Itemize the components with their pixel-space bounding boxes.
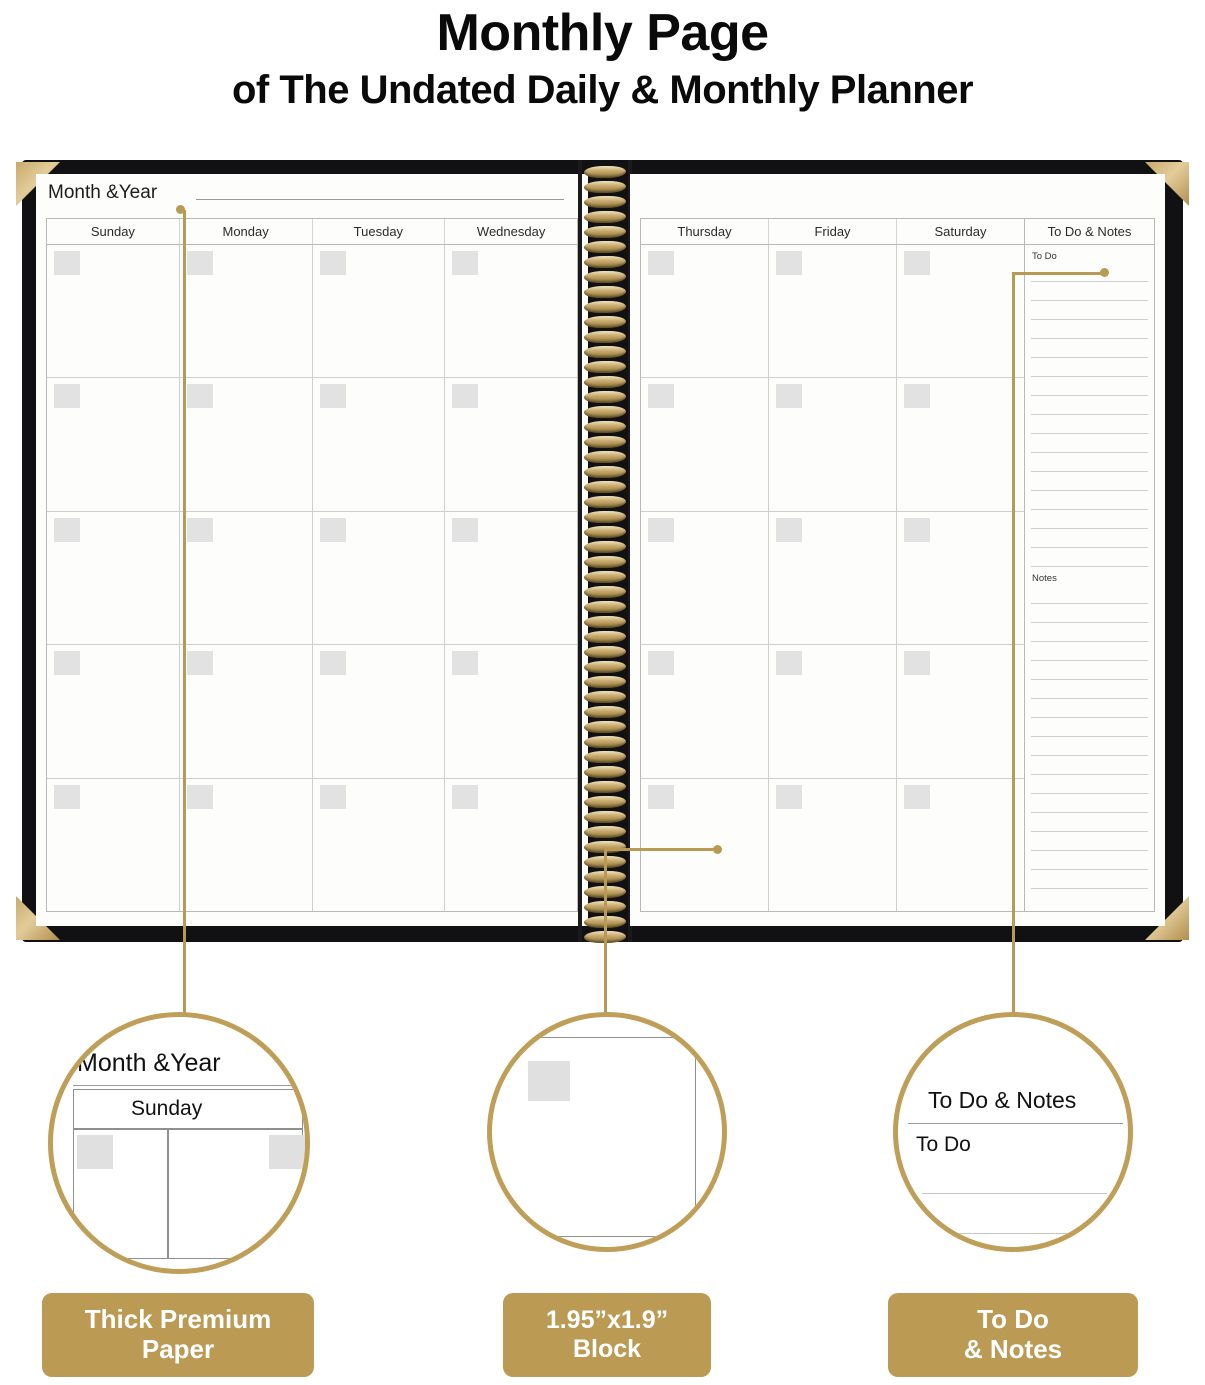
- planner-left-page: [36, 174, 588, 926]
- date-box: [187, 651, 213, 675]
- spiral-coil: [583, 466, 628, 478]
- spiral-coil: [583, 556, 628, 568]
- write-line: [1031, 832, 1148, 851]
- calendar-body-right: [641, 245, 1024, 911]
- write-line: [1031, 737, 1148, 756]
- spiral-coil: [583, 226, 628, 238]
- date-box: [54, 651, 80, 675]
- write-line: [1031, 472, 1148, 491]
- zoom-todo-label: To Do: [916, 1133, 971, 1156]
- calendar-day-cell: [47, 645, 180, 777]
- calendar-day-cell: [180, 378, 313, 510]
- date-box: [648, 384, 674, 408]
- spiral-coil: [583, 391, 628, 403]
- calendar-day-cell: [641, 645, 769, 777]
- calendar-week-row: [47, 512, 577, 645]
- notes-label: Notes: [1032, 573, 1057, 584]
- write-line: [1031, 415, 1148, 434]
- date-box: [54, 518, 80, 542]
- spiral-coil: [583, 691, 628, 703]
- calendar-week-row: [47, 245, 577, 378]
- spiral-coil: [583, 721, 628, 733]
- spiral-coil: [583, 766, 628, 778]
- page-subtitle: of The Undated Daily & Monthly Planner: [231, 67, 974, 112]
- write-line: [1031, 453, 1148, 472]
- write-line: [1031, 775, 1148, 794]
- calendar-week-row: [641, 245, 1024, 378]
- calendar-day-cell: [445, 645, 577, 777]
- calendar-grid-left: [46, 218, 578, 912]
- calendar-day-cell: [47, 512, 180, 644]
- write-line: [1031, 377, 1148, 396]
- spiral-coil: [583, 661, 628, 673]
- write-line: [1031, 491, 1148, 510]
- calendar-day-cell: [180, 512, 313, 644]
- calendar-day-cell: [180, 645, 313, 777]
- date-box: [320, 518, 346, 542]
- spiral-coil: [583, 796, 628, 808]
- weekday-header-sunday: Sunday: [47, 219, 180, 244]
- date-box: [320, 251, 346, 275]
- write-line: [1031, 851, 1148, 870]
- write-line: [1031, 282, 1148, 301]
- write-line: [1031, 339, 1148, 358]
- calendar-week-row: [47, 779, 577, 911]
- write-line: [1031, 548, 1148, 567]
- spiral-coil: [583, 271, 628, 283]
- planner-book: [10, 160, 1195, 942]
- zoom-sunday-text: Sunday: [131, 1097, 203, 1120]
- calendar-day-cell: [180, 779, 313, 911]
- date-box: [648, 785, 674, 809]
- weekday-header-row-right: [641, 219, 1024, 245]
- zoom-todo-notes-header: To Do & Notes: [928, 1087, 1077, 1113]
- callout-pill-todo: [888, 1293, 1138, 1377]
- spine-gutter-left: [578, 160, 582, 942]
- zoom-todo-line-2: [910, 1233, 1120, 1234]
- date-box: [904, 518, 930, 542]
- write-line: [1031, 699, 1148, 718]
- calendar-day-cell: [47, 378, 180, 510]
- calendar-day-cell: [313, 645, 446, 777]
- callout-pill-block: [503, 1293, 711, 1377]
- callout-pill-todo-line1: To Do: [977, 1304, 1049, 1335]
- calendar-day-cell: [313, 245, 446, 377]
- spiral-coil: [583, 211, 628, 223]
- spiral-coil: [583, 481, 628, 493]
- write-line: [1031, 358, 1148, 377]
- date-box: [320, 785, 346, 809]
- spiral-coil: [583, 451, 628, 463]
- calendar-day-cell: [445, 779, 577, 911]
- calendar-week-row: [47, 645, 577, 778]
- zoom-date-box-left: [77, 1135, 113, 1169]
- spiral-coil: [583, 241, 628, 253]
- zoom-cell-divider: [167, 1129, 169, 1259]
- calendar-day-cell: [445, 512, 577, 644]
- write-line: [1031, 434, 1148, 453]
- spiral-coil: [583, 406, 628, 418]
- spiral-coil: [583, 361, 628, 373]
- calendar-week-row: [641, 512, 1024, 645]
- spiral-coil: [583, 646, 628, 658]
- weekday-header-friday: Friday: [769, 219, 897, 244]
- calendar-day-cell: [897, 779, 1024, 911]
- weekday-header-wednesday: Wednesday: [476, 224, 546, 239]
- date-box: [54, 251, 80, 275]
- date-box: [54, 384, 80, 408]
- calendar-day-cell: [180, 245, 313, 377]
- calendar-day-cell: [313, 378, 446, 510]
- date-box: [904, 251, 930, 275]
- calendar-day-cell: [47, 245, 180, 377]
- spiral-coil: [583, 376, 628, 388]
- spiral-coil: [583, 301, 628, 313]
- weekday-header-monday: Monday: [180, 219, 313, 244]
- month-year-field: [48, 182, 568, 204]
- calendar-day-cell: [641, 245, 769, 377]
- calendar-week-row: [641, 378, 1024, 511]
- weekday-header-tuesday: Tuesday: [313, 219, 446, 244]
- zoom-circle-todo: [893, 1012, 1133, 1252]
- callout-pill-paper: [42, 1293, 314, 1377]
- spiral-coil: [583, 601, 628, 613]
- spiral-coil: [583, 511, 628, 523]
- callout-anchor-dot-paper: [176, 205, 185, 214]
- write-line: [1031, 510, 1148, 529]
- calendar-day-cell: [769, 245, 897, 377]
- spiral-coil: [583, 256, 628, 268]
- zoom-circle-block: [487, 1012, 727, 1252]
- spiral-binding: [576, 160, 634, 942]
- spiral-coil: [583, 331, 628, 343]
- todo-label: To Do: [1032, 251, 1057, 262]
- calendar-day-cell: [769, 512, 897, 644]
- date-box: [776, 384, 802, 408]
- calendar-day-cell: [897, 645, 1024, 777]
- spiral-coil: [583, 676, 628, 688]
- month-year-label: Month &Year: [48, 182, 158, 203]
- spiral-coil: [583, 571, 628, 583]
- date-box: [904, 384, 930, 408]
- zoom-date-box-right: [269, 1135, 305, 1169]
- callout-anchor-dot-todo: [1100, 268, 1109, 277]
- date-box: [187, 518, 213, 542]
- spiral-coil: [583, 496, 628, 508]
- write-line: [1031, 623, 1148, 642]
- planner-right-page: [630, 174, 1165, 926]
- todo-notes-body: [1025, 245, 1154, 911]
- todo-notes-column: [1024, 219, 1154, 911]
- todo-write-lines: [1031, 263, 1148, 567]
- date-box: [452, 651, 478, 675]
- spiral-coil: [583, 196, 628, 208]
- calendar-day-cell: [897, 512, 1024, 644]
- write-line: [1031, 396, 1148, 415]
- zoom-todo-header-rule: [908, 1123, 1123, 1124]
- page-title-block: [0, 0, 1205, 113]
- calendar-grid-right: [640, 218, 1155, 912]
- date-box: [904, 785, 930, 809]
- date-box: [452, 384, 478, 408]
- calendar-body-left: [47, 245, 577, 911]
- date-box: [452, 251, 478, 275]
- zoom-block-date-box: [528, 1061, 570, 1101]
- zoom-month-year-text: Month &Year: [77, 1049, 221, 1077]
- spiral-coil: [583, 781, 628, 793]
- calendar-day-cell: [641, 779, 769, 911]
- zoom-month-year-rule: [73, 1085, 303, 1086]
- spiral-coil: [583, 811, 628, 823]
- month-year-write-line: [196, 199, 564, 200]
- write-line: [1031, 813, 1148, 832]
- spiral-coil: [583, 526, 628, 538]
- spiral-coil: [583, 616, 628, 628]
- weekday-header-row-left: [47, 219, 577, 245]
- calendar-day-cell: [47, 779, 180, 911]
- spiral-coil: [583, 706, 628, 718]
- date-box: [320, 384, 346, 408]
- date-box: [776, 251, 802, 275]
- spiral-coil: [583, 541, 628, 553]
- calendar-day-cell: [641, 378, 769, 510]
- date-box: [776, 785, 802, 809]
- callout-pill-paper-line2: Paper: [141, 1334, 215, 1364]
- write-line: [1031, 642, 1148, 661]
- spiral-coil: [583, 586, 628, 598]
- spiral-coil: [583, 736, 628, 748]
- weekday-header-saturday: Saturday: [934, 224, 987, 239]
- date-box: [648, 251, 674, 275]
- date-box: [187, 384, 213, 408]
- callout-leader-todo-vertical: [1012, 272, 1015, 1015]
- write-line: [1031, 320, 1148, 339]
- spiral-coil: [583, 286, 628, 298]
- calendar-day-cell: [313, 512, 446, 644]
- callout-leader-block-horizontal: [604, 848, 720, 851]
- date-box: [54, 785, 80, 809]
- calendar-day-cell: [445, 378, 577, 510]
- callout-pill-paper-line1: Thick Premium: [84, 1304, 272, 1335]
- date-box: [648, 518, 674, 542]
- write-line: [1031, 604, 1148, 623]
- calendar-day-cell: [313, 779, 446, 911]
- calendar-week-row: [47, 378, 577, 511]
- calendar-day-cell: [641, 512, 769, 644]
- callout-pill-block-line2: Block: [572, 1335, 642, 1363]
- date-box: [648, 651, 674, 675]
- date-box: [452, 518, 478, 542]
- write-line: [1031, 529, 1148, 548]
- date-box: [776, 518, 802, 542]
- calendar-day-cell: [445, 245, 577, 377]
- calendar-day-cell: [897, 378, 1024, 510]
- calendar-day-cell: [769, 645, 897, 777]
- write-line: [1031, 661, 1148, 680]
- date-box: [187, 251, 213, 275]
- write-line: [1031, 870, 1148, 889]
- calendar-day-cell: [769, 779, 897, 911]
- calendar-day-cell: [769, 378, 897, 510]
- spiral-coil: [583, 316, 628, 328]
- callout-pill-block-line1: 1.95”x1.9”: [545, 1306, 669, 1335]
- spiral-coil: [583, 826, 628, 838]
- weekday-header-thursday: Thursday: [641, 219, 769, 244]
- calendar-day-cell: [897, 245, 1024, 377]
- write-line: [1031, 794, 1148, 813]
- spiral-coil: [583, 181, 628, 193]
- spiral-coil: [583, 166, 628, 178]
- callout-pill-todo-line2: & Notes: [963, 1334, 1063, 1364]
- date-box: [776, 651, 802, 675]
- page-title: Monthly Page: [436, 4, 769, 62]
- todo-notes-header: To Do & Notes: [1025, 219, 1154, 245]
- spiral-coil: [583, 631, 628, 643]
- callout-anchor-dot-block: [713, 845, 722, 854]
- write-line: [1031, 680, 1148, 699]
- callout-leader-todo-horizontal: [1012, 272, 1107, 275]
- write-line: [1031, 718, 1148, 737]
- spiral-coil: [583, 436, 628, 448]
- date-box: [320, 651, 346, 675]
- zoom-circle-paper: [48, 1012, 310, 1274]
- callout-leader-block-vertical: [604, 848, 607, 1015]
- spiral-coil: [583, 346, 628, 358]
- spiral-coil: [583, 421, 628, 433]
- date-box: [187, 785, 213, 809]
- calendar-week-row: [641, 645, 1024, 778]
- notes-write-lines: [1031, 585, 1148, 889]
- date-box: [904, 651, 930, 675]
- write-line: [1031, 756, 1148, 775]
- write-line: [1031, 585, 1148, 604]
- zoom-block-cell: [487, 1037, 696, 1237]
- spiral-coil: [583, 751, 628, 763]
- callout-leader-paper-vertical: [183, 210, 186, 1015]
- calendar-week-row: [641, 779, 1024, 911]
- write-line: [1031, 301, 1148, 320]
- date-box: [452, 785, 478, 809]
- zoom-todo-line-1: [922, 1193, 1107, 1194]
